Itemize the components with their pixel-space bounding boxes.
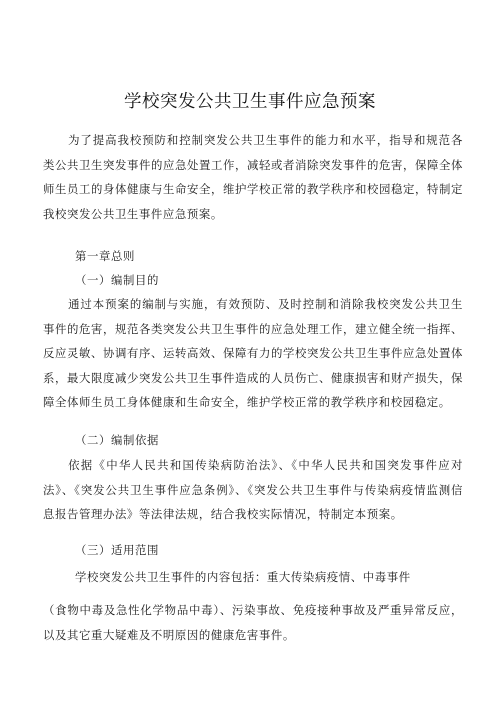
section-heading-scope: （三）适用范围 — [75, 543, 159, 557]
section-body-scope: （食物中毒及急性化学物品中毒）、污染事故、免疫接种事故及严重异常反应，以及其它重大疑难及不明原因的健康危害事件。 — [43, 603, 463, 642]
section-body-basis: 依据《中华人民共和国传染病防治法》、《中华人民共和国突发事件应对法》、《突发公共卫生事件应急条例》、《突发公共卫生事件与传染病疫情监测信息报告管理办法》等法律法规，结合我校实际情况，特制定本预案。 — [43, 458, 463, 521]
section-body-scope-line1: 学校突发公共卫生事件的内容包括：重大传染病疫情、中毒事件 — [75, 570, 411, 584]
intro-paragraph: 为了提高我校预防和控制突发公共卫生事件的能力和水平，指导和规范各类公共卫生突发事件的应急处置工作，减轻或者消除突发事件的危害，保障全体师生员工的身体健康与生命安全，维护学校正常的教学秩序和校园稳定，特制定我校突发公共卫生事件应急预案。 — [43, 133, 463, 221]
document-title: 学校突发公共卫生事件应急预案 — [124, 92, 376, 112]
section-heading-purpose: （一）编制目的 — [75, 273, 159, 287]
section-body-purpose: 通过本预案的编制与实施，有效预防、及时控制和消除我校突发公共卫生事件的危害，规范各类突发公共卫生事件的应急处理工作，建立健全统一指挥、反应灵敏、协调有序、运转高效、保障有力的学校突发公共卫生事件应急处置体系，最大限度减少突发公共卫生事件造成的人员伤亡、健康损害和财产损失，保障全体师生员工身体健康和生命安全，维护学校正常的教学秩序和校园稳定。 — [43, 297, 463, 409]
chapter-heading: 第一章总则 — [75, 249, 135, 263]
section-heading-basis: （二）编制依据 — [75, 433, 159, 447]
